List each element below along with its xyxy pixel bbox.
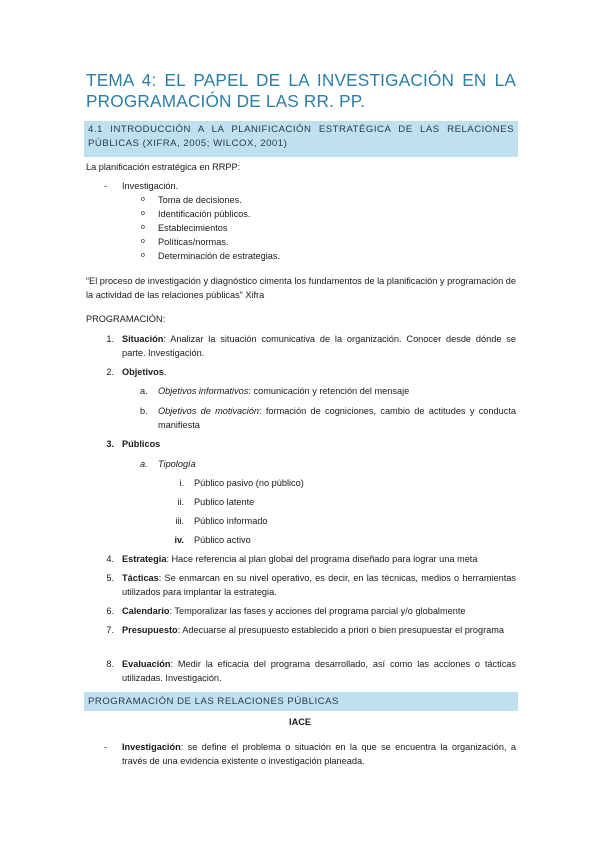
- roman-mark: i.: [179, 478, 184, 488]
- list-item-calendario: [122, 604, 516, 618]
- item-label: Calendario: [122, 606, 170, 616]
- list-number: 4.: [106, 554, 114, 564]
- programacion-label: PROGRAMACIÓN:: [86, 314, 166, 324]
- list-item-objetivos: [122, 365, 166, 379]
- objetivo-informativo: [158, 384, 409, 398]
- item-text: : formación de cogniciones, cambio de actitudes y conducta manifiesta: [158, 406, 516, 430]
- circle-bullet-icon: o: [141, 238, 145, 245]
- list-item-tacticas: [122, 571, 516, 599]
- item-text: : Temporalizar las fases y acciones del programa parcial y/o globalmente: [169, 606, 466, 616]
- intro-text: La planificación estratégica en RRPP:: [86, 162, 241, 172]
- tipo-publico: Publico latente: [194, 497, 255, 507]
- sub-mark: a.: [140, 459, 148, 469]
- item-label: Objetivos de motivación: [158, 406, 260, 416]
- quote-xifra: “El proceso de investigación y diagnóstico cimenta los fundamentos de la planificación y programación de la actividad de las relaciones públicas” Xifra: [86, 276, 517, 300]
- sub-item: Políticas/normas.: [158, 237, 229, 247]
- item-text: : Adecuarse al presupuesto establecido a priori o bien presupuestar el programa: [177, 625, 505, 635]
- item-label: Situación: [122, 334, 164, 344]
- tipologia-label: Tipología: [158, 459, 196, 469]
- list-item-publicos: Públicos: [122, 439, 161, 449]
- list-number: 1.: [106, 334, 114, 344]
- item-label: Objetivos: [122, 367, 164, 377]
- item-label: Evaluación: [122, 659, 171, 669]
- sub-mark: b.: [140, 406, 148, 416]
- page-title: TEMA 4: EL PAPEL DE LA INVESTIGACIÓN EN LA PROGRAMACIÓN DE LAS RR. PP.: [86, 70, 516, 111]
- item-text: : Hace referencia al plan global del programa diseñado para lograr una meta: [166, 554, 478, 564]
- item-text: : Se enmarcan en su nivel operativo, es decir, en las técnicas, medios o herramientas utilizados para implantar la estrategia.: [122, 573, 516, 597]
- iace-title: IACE: [289, 717, 311, 727]
- dash-bullet: -: [104, 181, 108, 191]
- list-item-estrategia: [122, 552, 516, 566]
- list-item-situacion: [122, 332, 516, 360]
- roman-mark: iv.: [174, 535, 184, 545]
- item-text: : Analizar la situación comunicativa de la organización. Conocer desde dónde se parte. Investigación.: [122, 334, 516, 358]
- sub-item: Establecimientos: [158, 223, 228, 233]
- list-number: 7.: [106, 625, 114, 635]
- item-text: : Medir la eficacia del programa desarrollado, así como las acciones o tácticas utilizadas. Investigación.: [122, 659, 516, 683]
- roman-mark: ii.: [177, 497, 184, 507]
- roman-mark: iii.: [175, 516, 184, 526]
- tipo-publico: Público activo: [194, 535, 251, 545]
- list-number: 6.: [106, 606, 114, 616]
- list-item-evaluacion: [122, 657, 516, 685]
- item-text: : se define el problema o situación en la que se encuentra la organización, a través de una evidencia existente o investigación planeada.: [122, 742, 516, 766]
- list-number: 5.: [106, 573, 114, 583]
- circle-bullet-icon: o: [141, 252, 145, 259]
- circle-bullet-icon: o: [141, 210, 145, 217]
- section-heading-programacion-rrpp: PROGRAMACIÓN DE LAS RELACIONES PÚBLICAS: [84, 692, 518, 711]
- item-text: : comunicación y retención del mensaje: [248, 386, 410, 396]
- objetivo-motivacion: [158, 404, 516, 432]
- list-number: 3.: [106, 439, 114, 449]
- item-text: .: [163, 367, 167, 377]
- tipo-publico: Público pasivo (no público): [194, 478, 304, 488]
- sub-item: Toma de decisiones.: [158, 195, 242, 205]
- bullet-investigacion: Investigación.: [122, 181, 179, 191]
- dash-bullet: -: [104, 742, 108, 752]
- circle-bullet-icon: o: [141, 196, 145, 203]
- circle-bullet-icon: o: [141, 224, 145, 231]
- list-item-presupuesto: [122, 623, 516, 637]
- sub-item: Determinación de estrategias.: [158, 251, 281, 261]
- list-number: 8.: [106, 659, 114, 669]
- item-label: Tácticas: [122, 573, 159, 583]
- item-label: Estrategia: [122, 554, 167, 564]
- item-label: Investigación: [122, 742, 181, 752]
- sub-mark: a.: [140, 386, 148, 396]
- sub-item: Identificación públicos.: [158, 209, 251, 219]
- item-label: Objetivos informativos: [158, 386, 249, 396]
- item-label: Presupuesto: [122, 625, 178, 635]
- section-heading-planificacion: 4.1 INTRODUCCIÓN A LA PLANIFICACIÓN ESTRATÉGICA DE LAS RELACIONES PÚBLICAS (XIFRA, 2005; WILCOX, 2001): [84, 121, 518, 157]
- tipo-publico: Público informado: [194, 516, 268, 526]
- list-number: 2.: [106, 367, 114, 377]
- bullet-investigacion-iace: [122, 740, 516, 768]
